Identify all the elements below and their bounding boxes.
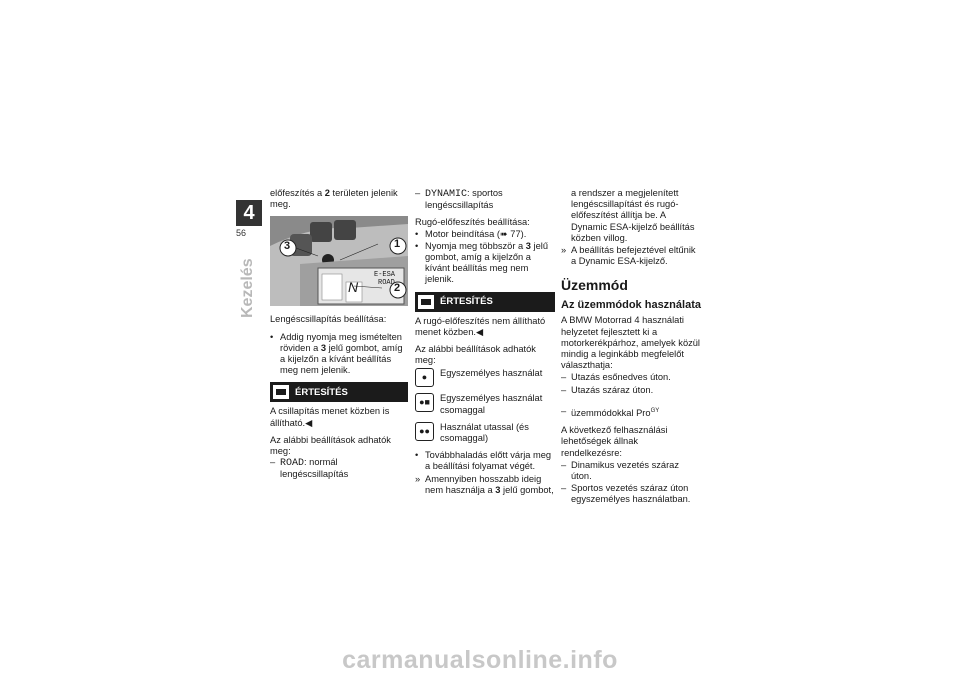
single-rider-icon: ● xyxy=(415,368,434,387)
list-item: » A beállítás befejeztével eltűnik a Dynamic ESA-kijelző. xyxy=(561,245,696,267)
paragraph: a rendszer a megjelenített lengéscsillapítást és rugó-előfeszítést állítja be. A Dynamic ESA-kijelző beállítás közben villog. xyxy=(571,188,695,243)
notice-title: ÉRTESÍTÉS xyxy=(295,386,348,398)
watermark: carmanualsonline.info xyxy=(342,646,618,674)
paragraph: Az alábbi beállítások adhatók meg: xyxy=(270,434,391,457)
section-heading: Üzemmód xyxy=(561,277,628,294)
option-row: ●● Használat utassal (és csomaggal) xyxy=(415,422,555,444)
column-3 xyxy=(561,188,701,512)
paragraph: előfeszítés a 2 területen jelenik meg. xyxy=(270,188,398,210)
paragraph: A következő felhasználási lehetőségek állnak rendelkezésre: xyxy=(561,425,668,458)
list-item: • Továbbhaladás előtt várja meg a beállítási folyamat végét. xyxy=(415,450,552,472)
notice-icon xyxy=(273,385,289,399)
list-item: – Utazás esőnedves úton. xyxy=(561,372,671,383)
list-item: • Nyomja meg többször a 3 jelű gombot, amíg a kijelzőn a kívánt beállítás meg nem jelenik. xyxy=(415,240,548,285)
handlebar-figure xyxy=(270,216,408,306)
paragraph: Lengéscsillapítás beállítása: xyxy=(270,314,387,325)
rider-passenger-icon: ●● xyxy=(415,422,434,441)
chapter-title: Kezelés xyxy=(239,258,256,318)
option-row: ● Egyszemélyes használat xyxy=(415,368,555,387)
subsection-heading: Az üzemmódok használata xyxy=(561,299,701,312)
paragraph: A csillapítás menet közben is állítható.◀ xyxy=(270,406,390,428)
display-esa: E-ESA xyxy=(374,271,396,280)
option-row: ●■ Egyszemélyes használat csomaggal xyxy=(415,393,555,415)
list-item: • Addig nyomja meg ismételten röviden a 3 jelű gombot, amíg a kijelzőn a kívánt beállítás meg nem jelenik. xyxy=(270,331,403,376)
notice-banner xyxy=(415,292,555,312)
rider-luggage-icon: ●■ xyxy=(415,393,434,412)
paragraph: A BMW Motorrad 4 használati helyzetet fejlesztett ki a motorkerékpárhoz, amelyek közül mindig a leginkább megfelelőt választhatja: xyxy=(561,315,700,371)
callout-2: 2 xyxy=(394,282,401,295)
display-gear: N xyxy=(348,279,359,296)
column-2 xyxy=(415,188,555,502)
list-item: – Dinamikus vezetés száraz úton. xyxy=(561,459,679,481)
list-item: » Amennyiben hosszabb ideig nem használja a 3 jelű gombot, xyxy=(415,473,554,495)
notice-title: ÉRTESÍTÉS xyxy=(440,296,493,308)
list-item: • Motor beindítása (➠ 77). xyxy=(415,228,527,239)
list-item: – ROAD: normál lengéscsillapítás xyxy=(270,457,349,480)
notice-icon xyxy=(418,295,434,309)
paragraph: A rugó-előfeszítés nem állítható menet közben.◀ xyxy=(415,315,546,337)
list-item: – Sportos vezetés száraz úton egyszemélyes használatban. xyxy=(561,483,691,505)
display-road: ROAD xyxy=(378,279,395,288)
callout-1: 1 xyxy=(394,238,401,251)
chapter-tab xyxy=(236,200,262,238)
column-1 xyxy=(270,188,408,487)
notice-banner xyxy=(270,382,408,402)
paragraph: Az alábbi beállítások adhatók meg: xyxy=(415,344,536,366)
paragraph: Rugó-előfeszítés beállítása: xyxy=(415,217,530,228)
chapter-number: 4 xyxy=(236,200,262,226)
list-item: – Utazás száraz úton. xyxy=(561,384,654,395)
list-item: – üzemmódokkal Pro$^{GY}$ xyxy=(561,405,660,418)
callout-3: 3 xyxy=(284,240,291,253)
page-number: 56 xyxy=(236,228,247,238)
list-item: – DYNAMIC: sportos lengéscsillapítás xyxy=(415,188,503,211)
